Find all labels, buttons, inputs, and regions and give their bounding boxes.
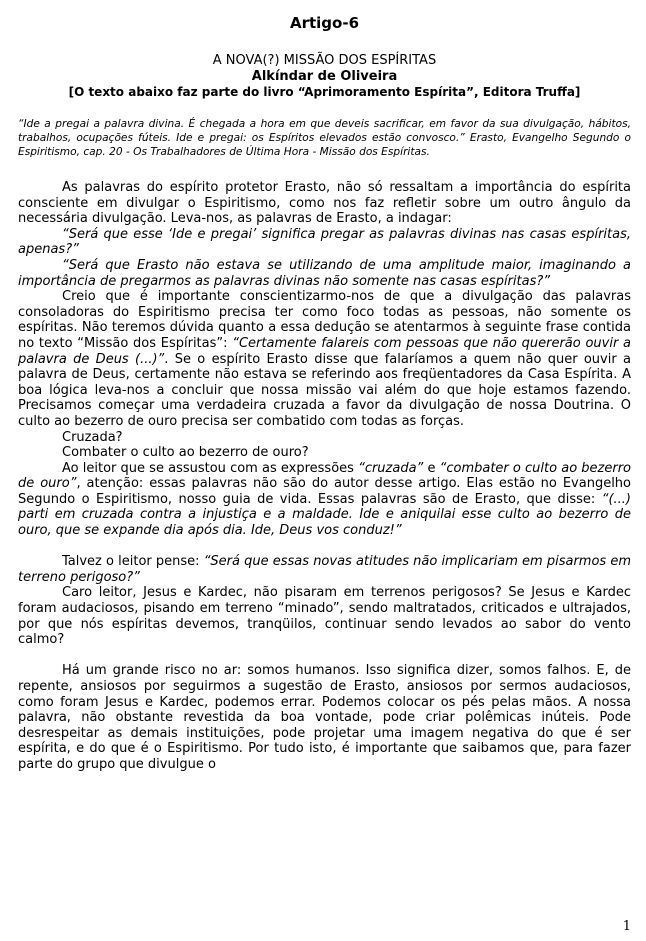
quoted-text: “Será que esse ‘Ide e pregai’ significa pregar as palavras divinas nas casas espíritas, apenas?” [18,226,631,258]
paragraph-text: Creio que é importante conscientizarmo-nos de que a divulgação das palavras consoladoras do Espiritismo precisa ter como foco todas as pessoas, não somente os espíritas. Não teremos dúvida quanto a essa dedução se atentarmos à seguinte frase contida no texto “Missão dos Espíritas”: [18,289,631,351]
body-paragraph [18,430,631,446]
paragraph-text: Cruzada? [62,429,123,445]
body-paragraph [18,663,631,772]
quoted-text: “Será que essas novas atitudes não implicariam em pisarmos em terreno perigoso?” [18,554,631,585]
quoted-text: “(...) parti em cruzada contra a injustiça e a maldade. Ide e aniquilai esse culto ao bezerro de ouro, que se expande dia após dia. Ide, Deus vos conduz!” [18,491,631,539]
quoted-text: “Será que Erasto não estava se utilizando de uma amplitude maior, imaginando a importância de pregarmos as palavras divinas não somente nas casas espíritas?” [18,257,631,289]
paragraph-text: Há um grande risco no ar: somos humanos. Isso significa dizer, somos falhos. E, de repente, ansiosos por seguirmos a sugestão de Erasto, ansiosos por sermos audaciosos, como foram Jesus e Kardec, podemos errar. Podemos colocar os pés pelas mãos. A nossa palavra, não obstante revestida da boa vontade, pode criar polêmicas inúteis. Pode desrespeitar as demais instituições, pode projetar uma imagem negativa do que é ser espírita, e do que é o Espiritismo. Por tudo isto, é importante que saibamos que, para fazer parte do grupo que divulgue o [18,663,631,772]
article-body [18,180,631,773]
body-paragraph [18,289,631,429]
body-paragraph [18,227,631,258]
paragraph-text: Talvez o leitor pense: [62,554,204,570]
body-paragraph [18,461,631,539]
source-note: [O texto abaixo faz parte do livro “Aprimoramento Espírita”, Editora Truffa] [68,85,581,99]
body-paragraph [18,258,631,289]
body-paragraph [18,445,631,461]
paragraph-text: . Se o espírito Erasto disse que falaríamos a quem não quer ouvir a palavra de Deus, certamente não estava se referindo aos freqüentadores da Casa Espírita. A boa lógica leva-nos a concluir que nossa missão vai além do que hoje estamos fazendo. Precisamos começar uma verdadeira cruzada a favor da divulgação de nossa Doutrina. O culto ao bezerro de ouro precisa ser combatido com todas as forças. [18,351,631,429]
document-page [18,0,631,773]
body-paragraph [18,180,631,227]
body-paragraph [18,585,631,647]
quoted-text: “Certamente falareis com pessoas que não quererão ouvir a palavra de Deus (...)” [18,335,631,367]
quoted-text: “combater o culto ao bezerro de ouro” [18,460,632,492]
paragraph-text: As palavras do espírito protetor Erasto, não só ressaltam a importância do espírita consciente em divulgar o Espiritismo, como nos faz refletir sobre um outro ângulo da necessária divulgação. Leva-nos, as palavras de Erasto, a indagar: [18,180,631,227]
paragraph-text: Caro leitor, Jesus e Kardec, não pisaram em terrenos perigosos? Se Jesus e Kardec foram audaciosos, pisando em terreno “minado”, sendo maltratados, criticados e ultrajados, por que nós espíritas devemos, tranqüilos, continuar sendo levados ao sabor do vento calmo? [18,585,631,648]
article-title: A NOVA(?) MISSÃO DOS ESPÍRITAS [212,53,437,68]
paragraph-text: Combater o culto ao bezerro de ouro? [62,445,309,461]
paragraph-text: Ao leitor que se assustou com as expressões [62,460,359,476]
quoted-text: “cruzada” [358,460,424,476]
epigraph-quote: “Ide a pregai a palavra divina. É chegada a hora em que deveis sacrificar, em favor da sua divulgação, hábitos, trabalhos, ocupações fúteis. Ide e pregai: os Espíritos elevados estão convosco.” Erasto, Evangelho Segundo o Espiritismo, cap. 20 - Os Trabalhadores de Última Hora - Missão dos Espíritas. [18,118,631,158]
paragraph-text: e [423,460,440,476]
page-number: 1 [622,919,631,934]
paragraph-text: , atenção: essas palavras não são do autor desse artigo. Elas estão no Evangelho Segundo o Espiritismo, nosso guia de vida. Essas palavras são de Erasto, que disse: [18,476,632,507]
body-paragraph [18,554,631,585]
article-number-heading: Artigo-6 [289,14,360,32]
author-name: Alkíndar de Oliveira [251,69,398,84]
